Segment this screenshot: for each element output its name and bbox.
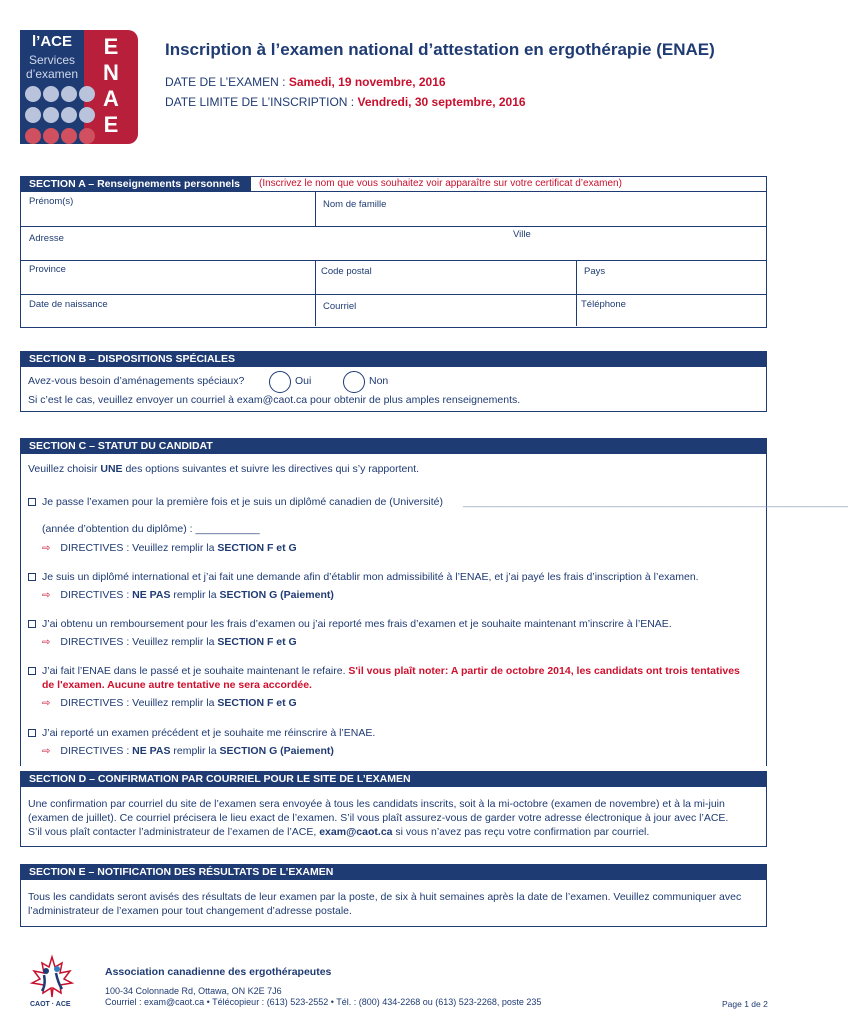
birth-row bbox=[21, 294, 766, 326]
option-5-directive: ⇨ DIRECTIVES : NE PAS remplir la SECTION G (Paiement) bbox=[42, 745, 334, 757]
logo-exam-text: d’examen bbox=[25, 67, 79, 81]
section-a-heading: SECTION A – Renseignements personnels bbox=[21, 177, 251, 192]
arrow-right-icon: ⇨ bbox=[42, 590, 51, 601]
special-needs-info: Si c’est le cas, veuillez envoyer un courriel à exam@caot.ca pour obtenir de plus amples renseignements. bbox=[28, 394, 521, 406]
caot-logo bbox=[26, 955, 78, 1011]
section-a-note: (Inscrivez le nom que vous souhaitez voir apparaître sur votre certificat d’examen) bbox=[259, 178, 622, 189]
address-row bbox=[21, 226, 766, 260]
address-label: Adresse bbox=[29, 233, 64, 244]
name-row bbox=[21, 192, 766, 226]
last-name-label: Nom de famille bbox=[323, 199, 387, 210]
arrow-right-icon: ⇨ bbox=[42, 698, 51, 709]
section-e-line-2: l’administrateur de l’examen pour tout changement d’adresse postale. bbox=[28, 905, 352, 917]
section-d-line-1: Une confirmation par courriel du site de l’examen sera envoyée à tous les candidats inscrits, soit à la mi-octobre (examen de novembre) et à la mi-juin bbox=[28, 798, 725, 810]
organization-address: 100-34 Colonnade Rd, Ottawa, ON K2E 7J6 bbox=[105, 986, 282, 996]
option-1-directive: ⇨ DIRECTIVES : Veuillez remplir la SECTION F et G bbox=[42, 542, 297, 554]
phone-label: Téléphone bbox=[581, 299, 626, 310]
email-label: Courriel bbox=[323, 301, 357, 312]
option-2-checkbox[interactable] bbox=[28, 573, 36, 581]
deadline-line bbox=[165, 95, 526, 109]
no-radio[interactable] bbox=[343, 371, 365, 393]
province-label: Province bbox=[29, 264, 66, 275]
section-d-line-3: S’il vous plaît contacter l’administrateur de l’examen de l’ACE, exam@caot.ca si vous n’avez pas reçu votre confirmation par courriel. bbox=[28, 826, 650, 838]
page-title: Inscription à l’examen national d’attestation en ergothérapie (ENAE) bbox=[165, 40, 715, 59]
no-label: Non bbox=[369, 375, 389, 387]
exam-date-line bbox=[165, 75, 446, 89]
exam-date-value: Samedi, 19 novembre, 2016 bbox=[288, 75, 446, 89]
arrow-right-icon: ⇨ bbox=[42, 637, 51, 648]
yes-radio[interactable] bbox=[269, 371, 291, 393]
option-2: Je suis un diplômé international et j’ai fait une demande afin d’établir mon admissibilité à l’ENAE, et j’ai payé les frais d’inscription à l’examen. bbox=[28, 571, 699, 583]
enae-logo bbox=[20, 30, 138, 144]
section-e-line-1: Tous les candidats seront avisés des résultats de leur examen par la poste, de six à huit semaines après la date de l’examen. Veuillez communiquer avec bbox=[28, 891, 742, 903]
option-3: J’ai obtenu un remboursement pour les frais d’examen ou j’ai reporté mes frais d’examen et je souhaite maintenant m’inscrire à l’ENAE. bbox=[28, 618, 672, 630]
graduation-year: (année d’obtention du diplôme) : ___________ bbox=[42, 523, 260, 535]
section-c-heading: SECTION C – STATUT DU CANDIDAT bbox=[21, 439, 766, 454]
country-label: Pays bbox=[584, 266, 606, 277]
logo-letter: N bbox=[103, 60, 119, 85]
yes-label: Oui bbox=[295, 375, 312, 387]
province-row bbox=[21, 260, 766, 294]
arrow-right-icon: ⇨ bbox=[42, 746, 51, 757]
logo-letter: E bbox=[103, 112, 119, 137]
page-number: Page 1 de 2 bbox=[722, 999, 768, 1009]
admin-email-link[interactable]: exam@caot.ca bbox=[319, 826, 393, 838]
logo-ace-text: l’ACE bbox=[31, 33, 72, 50]
section-e-heading: SECTION E – NOTIFICATION DES RÉSULTATS DE L’EXAMEN bbox=[21, 865, 766, 880]
deadline-label: DATE LIMITE DE L’INSCRIPTION : bbox=[165, 95, 358, 109]
exam-date-label: DATE DE L’EXAMEN : bbox=[165, 75, 289, 89]
first-name-label: Prénom(s) bbox=[29, 196, 74, 207]
option-1-checkbox[interactable] bbox=[28, 498, 36, 506]
section-c-intro: Veuillez choisir UNE des options suivantes et suivre les directives qui s’y rapportent. bbox=[28, 463, 420, 475]
option-4: J’ai fait l’ENAE dans le passé et je souhaite maintenant le refaire. S'il vous plaît noter: A partir de octobre 2014, les candidats ont trois tentatives bbox=[28, 665, 740, 677]
logo-letter: E bbox=[103, 34, 119, 59]
option-4-checkbox[interactable] bbox=[28, 667, 36, 675]
organization-contact: Courriel : exam@caot.ca • Télécopieur : (613) 523-2552 • Tél. : (800) 434-2268 ou (613) 523-2268, poste 235 bbox=[105, 997, 542, 1007]
logo-services-text: Services bbox=[28, 53, 75, 67]
option-2-directive: ⇨ DIRECTIVES : NE PAS remplir la SECTION G (Paiement) bbox=[42, 589, 334, 601]
city-label: Ville bbox=[513, 229, 531, 240]
option-4-directive: ⇨ DIRECTIVES : Veuillez remplir la SECTION F et G bbox=[42, 697, 297, 709]
arrow-right-icon: ⇨ bbox=[42, 543, 51, 554]
section-d-line-2: (examen de juillet). Ce courriel précisera le lieu exact de l’examen. S’il vous plaît assurez-vous de garder votre adresse électronique à jour avec l’ACE. bbox=[28, 812, 729, 824]
section-b-heading: SECTION B – DISPOSITIONS SPÉCIALES bbox=[21, 352, 766, 367]
deadline-value: Vendredi, 30 septembre, 2016 bbox=[357, 95, 526, 109]
option-3-checkbox[interactable] bbox=[28, 620, 36, 628]
section-a bbox=[20, 176, 767, 328]
section-b bbox=[20, 351, 767, 412]
section-c bbox=[20, 438, 848, 766]
section-e bbox=[20, 864, 767, 927]
option-5: J’ai reporté un examen précédent et je souhaite me réinscrire à l’ENAE. bbox=[28, 727, 375, 739]
maple-leaf-icon bbox=[26, 955, 78, 999]
option-4-note: de l'examen. Aucune autre tentative ne sera accordée. bbox=[42, 679, 312, 691]
special-needs-question: Avez-vous besoin d’aménagements spéciaux? bbox=[28, 375, 245, 387]
university-line[interactable]: __________________________________________________________________ bbox=[463, 496, 848, 508]
birth-date-label: Date de naissance bbox=[29, 299, 108, 310]
option-3-directive: ⇨ DIRECTIVES : Veuillez remplir la SECTION F et G bbox=[42, 636, 297, 648]
option-5-checkbox[interactable] bbox=[28, 729, 36, 737]
section-d-heading: SECTION D – CONFIRMATION PAR COURRIEL POUR LE SITE DE L’EXAMEN bbox=[21, 772, 766, 787]
caot-ace-text: CAOT · ACE bbox=[30, 1001, 71, 1008]
organization-name: Association canadienne des ergothérapeutes bbox=[105, 966, 332, 978]
logo-letter: A bbox=[103, 86, 119, 111]
option-1: Je passe l’examen pour la première fois et je suis un diplômé canadien de (Université) bbox=[28, 496, 443, 508]
section-d bbox=[20, 771, 767, 847]
postal-code-label: Code postal bbox=[321, 266, 372, 277]
logo-letters bbox=[84, 34, 138, 138]
